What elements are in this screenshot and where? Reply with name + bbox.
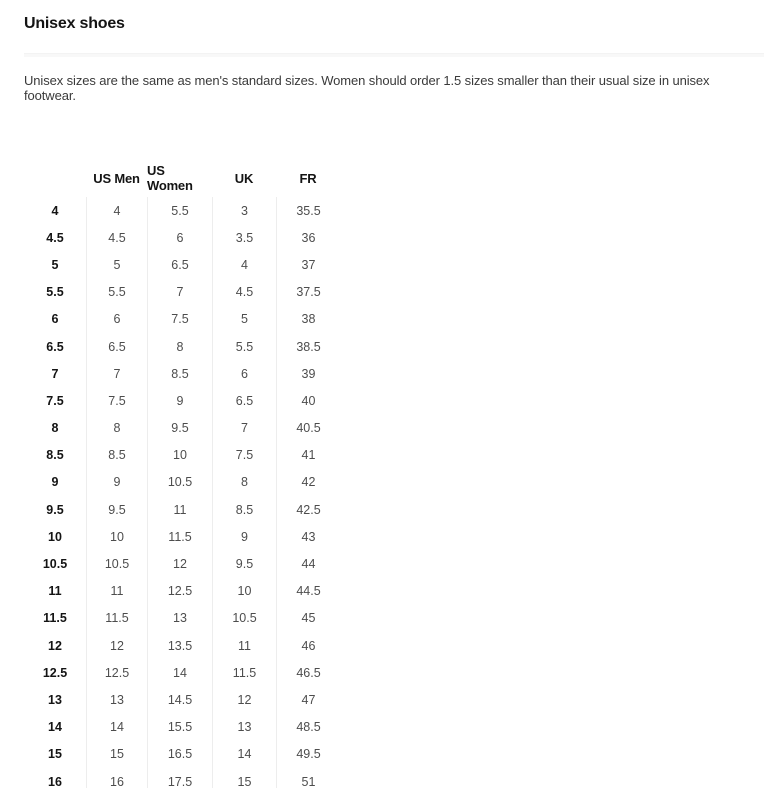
cell-fr: 46.5 xyxy=(276,659,340,686)
cell-uk: 11 xyxy=(212,632,276,659)
row-label: 5.5 xyxy=(46,285,64,300)
cell-fr: 47 xyxy=(276,686,340,713)
cell-us-women: 12 xyxy=(147,550,212,577)
column-header-uk: UK xyxy=(234,170,254,186)
cell-uk: 4 xyxy=(212,251,276,278)
table-row xyxy=(24,605,340,632)
cell-us-men: 4 xyxy=(86,197,147,224)
cell-us-women: 8.5 xyxy=(147,360,212,387)
cell-fr: 42 xyxy=(276,469,340,496)
cell-uk: 9 xyxy=(212,523,276,550)
column-header-us-women: US Women xyxy=(147,163,193,193)
cell-fr: 40.5 xyxy=(276,415,340,442)
cell-us-women: 7.5 xyxy=(147,306,212,333)
row-label: 13 xyxy=(48,692,62,707)
cell-uk: 11.5 xyxy=(212,659,276,686)
cell-us-men: 10.5 xyxy=(86,550,147,577)
cell-fr: 41 xyxy=(276,442,340,469)
cell-uk: 7 xyxy=(212,415,276,442)
row-label: 14 xyxy=(48,720,62,735)
cell-us-men: 5 xyxy=(86,251,147,278)
cell-us-men: 4.5 xyxy=(86,224,147,251)
row-label: 12 xyxy=(48,638,62,653)
table-row xyxy=(24,714,340,741)
table-row xyxy=(24,387,340,414)
table-row xyxy=(24,686,340,713)
cell-us-women: 17.5 xyxy=(147,768,212,788)
cell-us-women: 6 xyxy=(147,224,212,251)
cell-fr: 48.5 xyxy=(276,714,340,741)
table-row xyxy=(24,251,340,278)
cell-us-women: 10.5 xyxy=(147,469,212,496)
cell-fr: 40 xyxy=(276,387,340,414)
cell-uk: 6.5 xyxy=(212,387,276,414)
cell-fr: 44 xyxy=(276,550,340,577)
cell-us-men: 15 xyxy=(86,741,147,768)
cell-fr: 46 xyxy=(276,632,340,659)
column-header-fr: FR xyxy=(299,170,317,186)
row-label: 8.5 xyxy=(46,448,64,463)
row-label: 7.5 xyxy=(46,393,64,408)
sizing-note: Unisex sizes are the same as men's standard sizes. Women should order 1.5 sizes smaller than their usual size in unisex footwear. xyxy=(24,73,710,103)
row-label: 11.5 xyxy=(43,611,67,626)
cell-us-men: 11.5 xyxy=(86,605,147,632)
cell-uk: 5 xyxy=(212,306,276,333)
cell-us-women: 14 xyxy=(147,659,212,686)
cell-us-women: 9 xyxy=(147,387,212,414)
cell-fr: 35.5 xyxy=(276,197,340,224)
size-table xyxy=(24,159,340,788)
cell-us-women: 6.5 xyxy=(147,251,212,278)
cell-uk: 8 xyxy=(212,469,276,496)
table-row xyxy=(24,768,340,788)
row-label: 9.5 xyxy=(46,502,64,517)
row-label: 6 xyxy=(51,312,59,327)
table-row xyxy=(24,224,340,251)
cell-us-men: 13 xyxy=(86,686,147,713)
cell-us-men: 11 xyxy=(86,578,147,605)
page-title: Unisex shoes xyxy=(24,15,125,32)
table-row xyxy=(24,632,340,659)
cell-uk: 10 xyxy=(212,578,276,605)
row-label: 7 xyxy=(51,366,59,381)
cell-us-men: 14 xyxy=(86,714,147,741)
table-header-row xyxy=(24,159,340,197)
table-row xyxy=(24,496,340,523)
column-header-size xyxy=(24,159,86,197)
cell-uk: 10.5 xyxy=(212,605,276,632)
cell-fr: 37 xyxy=(276,251,340,278)
cell-uk: 15 xyxy=(212,768,276,788)
cell-us-men: 9 xyxy=(86,469,147,496)
cell-fr: 49.5 xyxy=(276,741,340,768)
row-label: 4 xyxy=(51,203,59,218)
cell-us-women: 13.5 xyxy=(147,632,212,659)
row-label: 10 xyxy=(48,529,62,544)
cell-us-women: 7 xyxy=(147,279,212,306)
cell-us-women: 10 xyxy=(147,442,212,469)
cell-us-men: 6 xyxy=(86,306,147,333)
row-label: 6.5 xyxy=(46,339,64,354)
cell-fr: 38.5 xyxy=(276,333,340,360)
section-divider xyxy=(24,53,764,57)
cell-us-women: 15.5 xyxy=(147,714,212,741)
cell-us-women: 5.5 xyxy=(147,197,212,224)
cell-us-women: 11 xyxy=(147,496,212,523)
cell-us-women: 8 xyxy=(147,333,212,360)
cell-uk: 12 xyxy=(212,686,276,713)
cell-fr: 37.5 xyxy=(276,279,340,306)
table-row xyxy=(24,659,340,686)
cell-fr: 45 xyxy=(276,605,340,632)
cell-us-men: 12.5 xyxy=(86,659,147,686)
cell-fr: 39 xyxy=(276,360,340,387)
row-label: 15 xyxy=(48,747,62,762)
row-label: 16 xyxy=(48,774,62,788)
column-header-us-men: US Men xyxy=(93,170,140,186)
table-row xyxy=(24,333,340,360)
row-label: 5 xyxy=(51,257,59,272)
cell-fr: 42.5 xyxy=(276,496,340,523)
table-row xyxy=(24,578,340,605)
table-row xyxy=(24,306,340,333)
cell-us-men: 7 xyxy=(86,360,147,387)
cell-us-men: 8 xyxy=(86,415,147,442)
cell-us-men: 7.5 xyxy=(86,387,147,414)
table-row xyxy=(24,442,340,469)
cell-fr: 43 xyxy=(276,523,340,550)
cell-us-women: 12.5 xyxy=(147,578,212,605)
cell-uk: 4.5 xyxy=(212,279,276,306)
cell-fr: 36 xyxy=(276,224,340,251)
cell-us-men: 8.5 xyxy=(86,442,147,469)
cell-us-women: 9.5 xyxy=(147,415,212,442)
table-row xyxy=(24,415,340,442)
cell-uk: 8.5 xyxy=(212,496,276,523)
cell-us-women: 16.5 xyxy=(147,741,212,768)
cell-us-men: 12 xyxy=(86,632,147,659)
table-row xyxy=(24,550,340,577)
size-table-body xyxy=(24,197,340,788)
cell-fr: 44.5 xyxy=(276,578,340,605)
cell-us-men: 9.5 xyxy=(86,496,147,523)
cell-us-men: 16 xyxy=(86,768,147,788)
cell-uk: 7.5 xyxy=(212,442,276,469)
cell-us-women: 13 xyxy=(147,605,212,632)
cell-uk: 9.5 xyxy=(212,550,276,577)
table-row xyxy=(24,197,340,224)
cell-uk: 5.5 xyxy=(212,333,276,360)
cell-us-women: 11.5 xyxy=(147,523,212,550)
table-row xyxy=(24,469,340,496)
row-label: 11 xyxy=(48,584,62,599)
row-label: 12.5 xyxy=(42,665,68,680)
table-row xyxy=(24,279,340,306)
row-label: 4.5 xyxy=(46,230,64,245)
cell-us-women: 14.5 xyxy=(147,686,212,713)
cell-uk: 13 xyxy=(212,714,276,741)
table-row xyxy=(24,741,340,768)
cell-uk: 3.5 xyxy=(212,224,276,251)
cell-uk: 3 xyxy=(212,197,276,224)
row-label: 10.5 xyxy=(42,557,68,572)
cell-uk: 6 xyxy=(212,360,276,387)
table-row xyxy=(24,360,340,387)
table-row xyxy=(24,523,340,550)
cell-uk: 14 xyxy=(212,741,276,768)
row-label: 8 xyxy=(51,421,59,436)
row-label: 9 xyxy=(51,475,59,490)
cell-us-men: 5.5 xyxy=(86,279,147,306)
cell-us-men: 6.5 xyxy=(86,333,147,360)
cell-fr: 51 xyxy=(276,768,340,788)
cell-fr: 38 xyxy=(276,306,340,333)
cell-us-men: 10 xyxy=(86,523,147,550)
